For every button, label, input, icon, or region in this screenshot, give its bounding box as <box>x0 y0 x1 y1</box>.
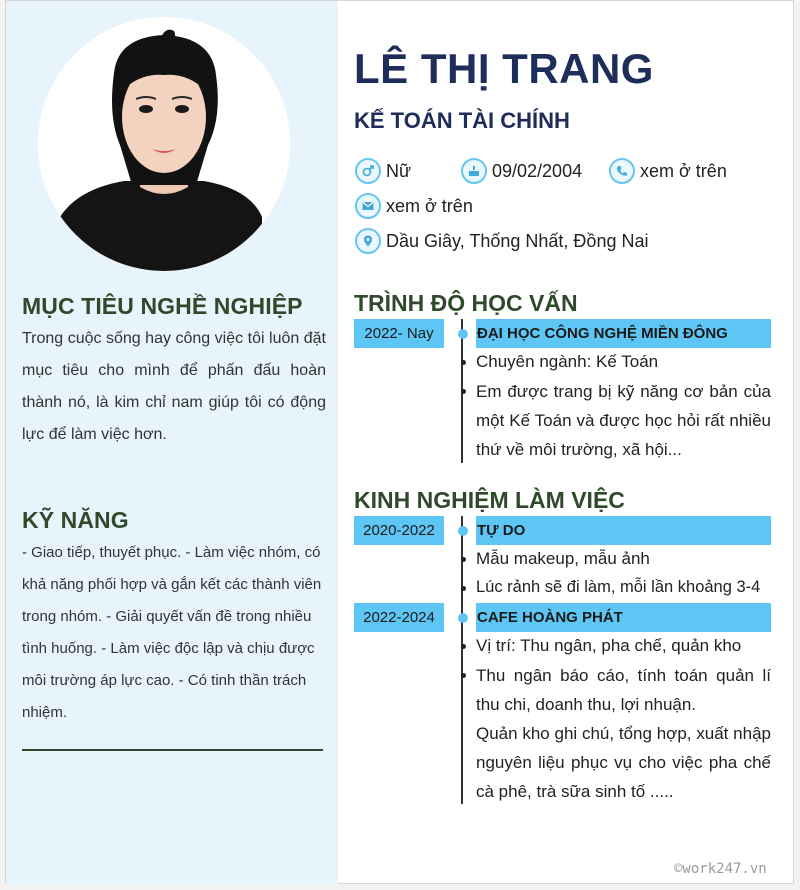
bullet <box>461 389 466 394</box>
email-info <box>355 193 473 219</box>
gender-icon <box>355 158 381 184</box>
experience-1-line1: Mẫu makeup, mẫu ảnh <box>476 549 650 568</box>
education-title: TRÌNH ĐỘ HỌC VẤN <box>354 290 578 316</box>
education-description: Em được trang bị kỹ năng cơ bản của một Kế Toán và được học hỏi rất nhiều thứ về môi trường, xã hội... <box>476 382 771 459</box>
experience-date-1: 2020-2022 <box>354 516 444 545</box>
email-icon <box>355 193 381 219</box>
timeline-dot <box>458 526 468 536</box>
sidebar-divider <box>22 749 323 751</box>
profile-photo <box>38 17 290 271</box>
address-value: Dầu Giây, Thống Nhất, Đồng Nai <box>386 230 649 251</box>
skills-text: - Giao tiếp, thuyết phục. - Làm việc nhóm, có khả năng phối hợp và gắn kết các thành viên trong nhóm. - Giải quyết vấn đề trong nhiều tình huống. - Làm việc độc lập và chịu được môi trường áp lực cao. - Có tinh thần trách nhiệm. <box>22 544 322 721</box>
timeline-dot <box>458 613 468 623</box>
birthdate-value: 09/02/2004 <box>492 160 583 181</box>
experience-company-1: TỰ DO <box>476 516 771 545</box>
left-sidebar <box>6 1 338 885</box>
birthdate-info <box>461 158 582 184</box>
experience-title: KINH NGHIỆM LÀM VIỆC <box>354 487 625 513</box>
gender-info <box>355 158 411 184</box>
bullet <box>461 360 466 365</box>
email-value: xem ở trên <box>386 195 473 216</box>
experience-2-line2: Thu ngân báo cáo, tính toán quản lí thu chi, doanh thu, lợi nhuận. <box>476 666 771 714</box>
objective-text: Trong cuộc sống hay công việc tôi luôn đặt mục tiêu cho mình để phấn đấu hoàn thành nó, là kim chỉ nam giúp tôi có động lực để làm việc hơn. <box>22 330 326 443</box>
bullet <box>461 586 466 591</box>
objective-title: MỤC TIÊU NGHỀ NGHIỆP <box>22 293 303 319</box>
gender-value: Nữ <box>386 160 412 181</box>
job-title: KẾ TOÁN TÀI CHÍNH <box>354 108 570 133</box>
experience-1-line2: Lúc rảnh sẽ đi làm, mỗi lần khoảng 3-4 <box>476 578 761 596</box>
cv-page <box>5 0 794 884</box>
watermark: ©work247.vn <box>674 861 767 877</box>
phone-icon <box>609 158 635 184</box>
map-pin-icon <box>355 228 381 254</box>
phone-value: xem ở trên <box>640 160 727 181</box>
experience-2-line3: Quản kho ghi chú, tổng hợp, xuất nhập nguyên liệu phục vụ cho việc pha chế cà phê, trà sữa sinh tố ..... <box>476 724 771 801</box>
experience-company-2: CAFE HOÀNG PHÁT <box>476 603 771 632</box>
person-name: LÊ THỊ TRANG <box>354 45 654 92</box>
avatar <box>38 17 290 271</box>
bullet <box>461 644 466 649</box>
bullet <box>461 557 466 562</box>
education-major: Chuyên ngành: Kế Toán <box>476 352 659 371</box>
education-school: ĐẠI HỌC CÔNG NGHỆ MIỀN ĐÔNG <box>476 319 771 348</box>
experience-date-2: 2022-2024 <box>354 603 444 632</box>
education-date: 2022- Nay <box>354 319 444 348</box>
cake-icon <box>461 158 487 184</box>
timeline-dot <box>458 329 468 339</box>
phone-info <box>609 158 727 184</box>
skills-title: KỸ NĂNG <box>22 507 129 533</box>
address-info <box>355 228 648 254</box>
bullet <box>461 673 466 678</box>
experience-2-line1: Vị trí: Thu ngân, pha chế, quản kho <box>476 636 742 655</box>
